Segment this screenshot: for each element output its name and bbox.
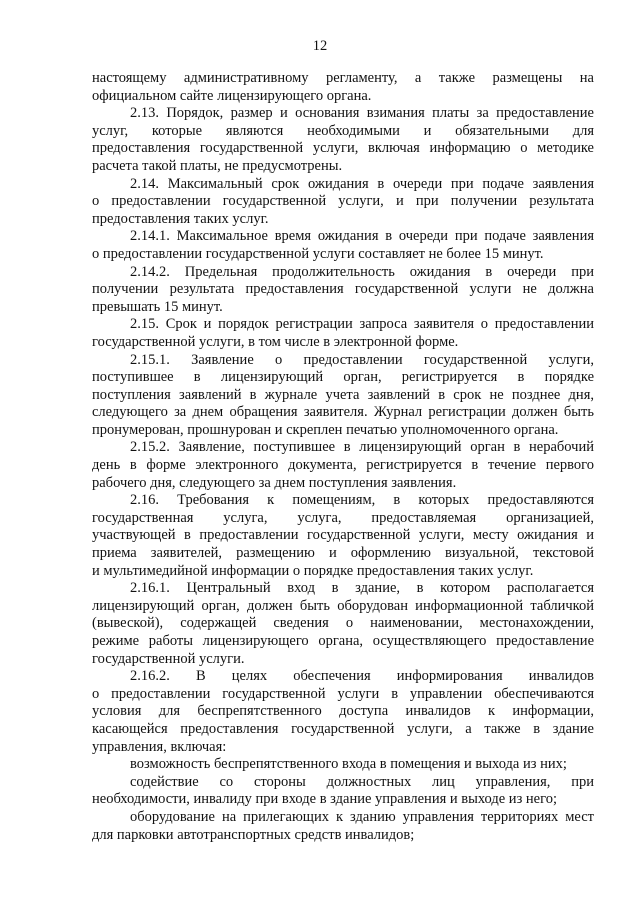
text-line: поступившее в лицензирующий орган, регистрируется в порядке: [92, 369, 594, 386]
text-line: 2.16. Требования к помещениям, в которых предоставляются: [130, 492, 594, 509]
text-line: получении результата предоставления государственной услуги не должна: [92, 281, 594, 298]
paragraph: [92, 580, 594, 668]
text-line: режиме работы лицензирующего органа, осуществляющего предоставление: [92, 633, 594, 649]
text-line: приема заявителей, размещению и оформлению визуальной, текстовой: [92, 545, 594, 562]
text-line: 2.15.1. Заявление о предоставлении государственной услуги,: [130, 351, 594, 368]
paragraph: [92, 352, 594, 440]
text-line: возможность беспрепятственного входа в помещения и выхода из них;: [130, 756, 567, 773]
text-line: необходимости, инвалиду при входе в здание управления и выходе из него;: [92, 791, 557, 808]
paragraph: [92, 228, 594, 263]
paragraph: [92, 809, 594, 844]
text-line: настоящему административному регламенту, а также размещены на: [92, 70, 594, 86]
text-line: управления, включая:: [92, 738, 227, 755]
text-line: о предоставлении государственной услуги, и при получении результата: [92, 193, 594, 210]
text-line: 2.14. Максимальный срок ожидания в очереди при подаче заявления: [130, 175, 594, 192]
text-line: о предоставлении государственной услуги в управлении обеспечиваются: [92, 685, 594, 702]
text-line: превышать 15 минут.: [92, 298, 223, 315]
text-line: 2.16.2. В целях обеспечения информирования инвалидов: [130, 668, 594, 685]
paragraph: [92, 668, 594, 756]
paragraph: [92, 176, 594, 229]
text-line: содействие со стороны должностных лиц управления, при: [130, 773, 594, 790]
text-line: услуг, которые являются необходимыми и обязательными для: [92, 122, 594, 139]
text-line: следующего за днем обращения заявителя. Журнал регистрации должен быть: [92, 404, 594, 421]
text-line: (вывеской), содержащей сведения о наименовании, местонахождении,: [92, 615, 594, 632]
paragraph: [92, 774, 594, 809]
text-line: официальном сайте лицензирующего органа.: [92, 87, 372, 104]
paragraph: [92, 756, 594, 774]
page-number: 12: [312, 38, 328, 54]
paragraph: [92, 70, 594, 105]
text-line: оборудование на прилегающих к зданию управления территориях мест: [130, 808, 594, 825]
text-line: пронумерован, прошнурован и скреплен печатью уполномоченного органа.: [92, 421, 559, 438]
text-line: 2.15.2. Заявление, поступившее в лицензирующий орган в нерабочий: [130, 439, 594, 456]
paragraph: [92, 316, 594, 351]
text-line: о предоставлении государственной услуги составляет не более 15 минут.: [92, 245, 544, 262]
text-line: лицензирующий орган, должен быть оборудован информационной табличкой: [92, 597, 594, 614]
text-line: участвующей в предоставлении государственной услуги, месту ожидания и: [92, 527, 594, 544]
text-line: 2.14.2. Предельная продолжительность ожидания в очереди при: [130, 263, 594, 280]
paragraph: [92, 439, 594, 492]
paragraph: [92, 264, 594, 317]
text-line: предоставления таких услуг.: [92, 210, 269, 227]
text-line: условия для беспрепятственного доступа инвалидов к информации,: [92, 703, 594, 720]
text-line: расчета такой платы, не предусмотрены.: [92, 157, 343, 174]
paragraph: [92, 105, 594, 175]
text-line: 2.14.1. Максимальное время ожидания в очереди при подаче заявления: [130, 228, 594, 245]
text-line: государственной услуги.: [92, 650, 245, 667]
text-line: и мультимедийной информации о порядке предоставления таких услуг.: [92, 562, 534, 579]
text-line: для парковки автотранспортных средств инвалидов;: [92, 826, 415, 843]
text-line: поступления заявлений в журнале учета заявлений в срок не позднее дня,: [92, 386, 594, 403]
text-line: государственная услуга, услуга, предоставляемая организацией,: [92, 509, 594, 526]
text-line: 2.15. Срок и порядок регистрации запроса заявителя о предоставлении: [130, 316, 594, 333]
text-line: день в форме электронного документа, регистрируется в течение первого: [92, 457, 594, 474]
text-line: 2.13. Порядок, размер и основания взимания платы за предоставление: [130, 105, 594, 122]
text-line: предоставления государственной услуги, включая информацию о методике: [92, 140, 594, 157]
document-body: [92, 70, 594, 844]
text-line: касающейся предоставления государственной услуги, а также в здание: [92, 720, 594, 737]
paragraph: [92, 492, 594, 580]
text-line: государственной услуги, в том числе в электронной форме.: [92, 333, 459, 350]
text-line: рабочего дня, следующего за днем поступления заявления.: [92, 474, 457, 491]
text-line: 2.16.1. Центральный вход в здание, в котором располагается: [130, 580, 594, 597]
